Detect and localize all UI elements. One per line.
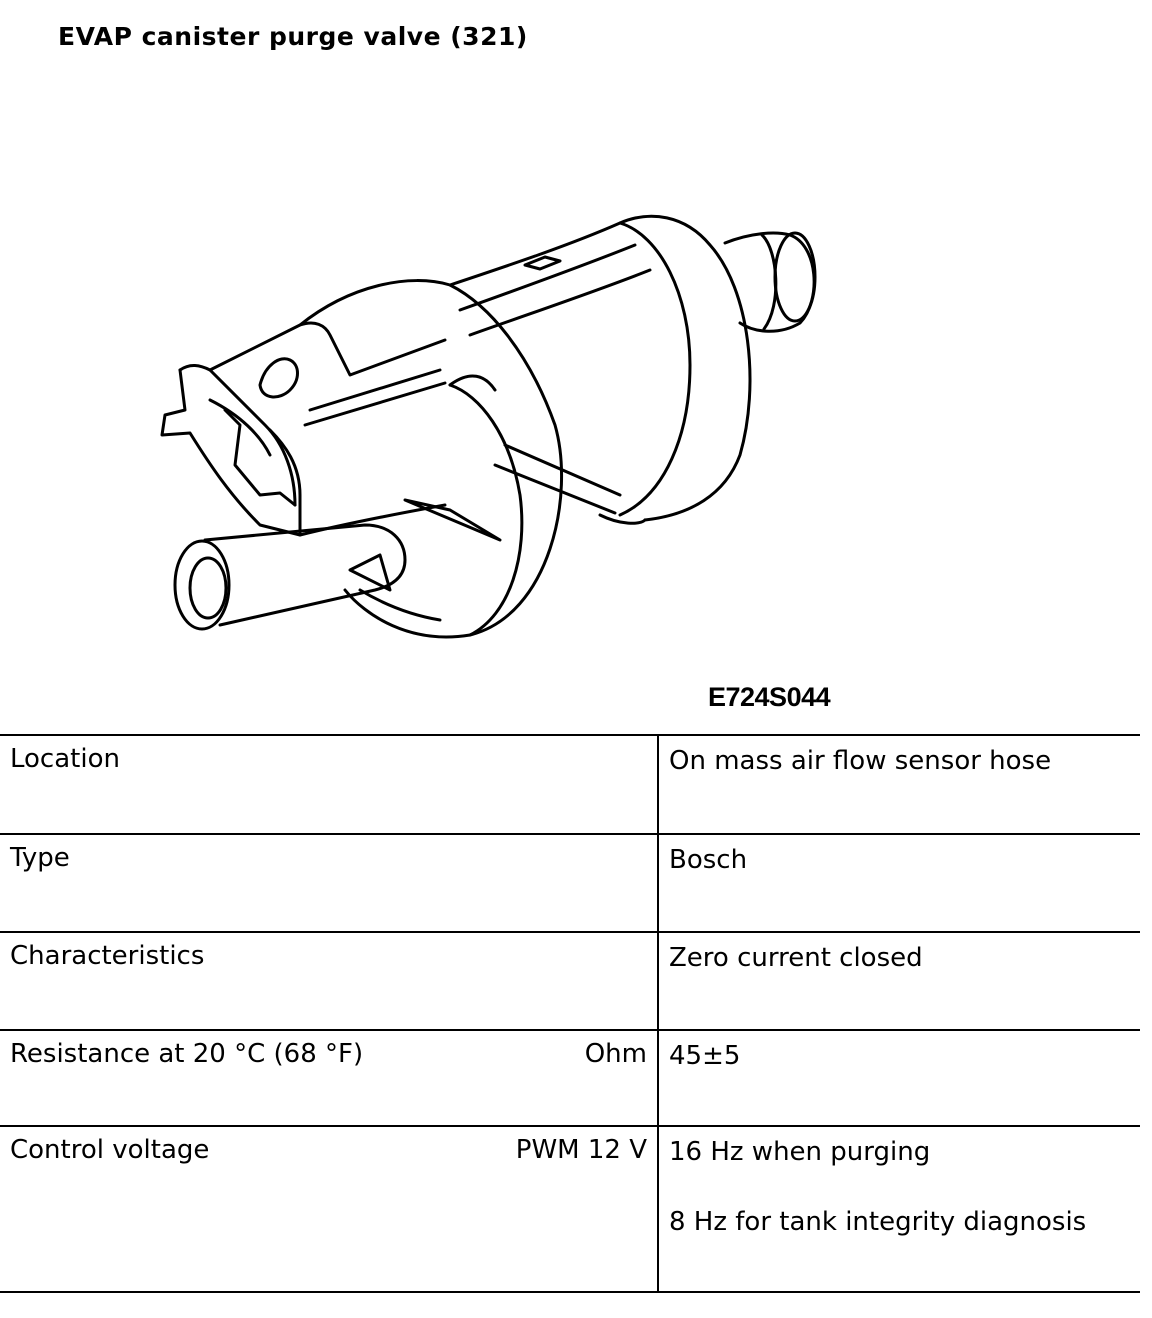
spec-label: Location xyxy=(10,744,120,774)
spec-value: 8 Hz for tank integrity diagnosis xyxy=(669,1207,1087,1237)
purge-valve-illustration xyxy=(150,195,850,665)
spec-label-cell xyxy=(0,735,658,834)
spec-row-location xyxy=(0,735,1140,834)
spec-unit: Ohm xyxy=(584,1039,647,1069)
spec-row-resistance xyxy=(0,1030,1140,1126)
spec-value-cell xyxy=(658,932,1140,1030)
spec-value: Bosch xyxy=(669,845,748,875)
spec-unit: PWM 12 V xyxy=(515,1135,647,1165)
spec-label-cell xyxy=(0,1030,658,1126)
spec-value-cell xyxy=(658,1126,1140,1292)
page-title: EVAP canister purge valve (321) xyxy=(58,22,528,51)
spec-label: Type xyxy=(10,843,70,873)
spec-value-cell xyxy=(658,834,1140,932)
spec-value-cell xyxy=(658,735,1140,834)
figure-code: E724S044 xyxy=(708,682,831,712)
spec-label: Resistance at 20 °C (68 °F) xyxy=(10,1039,364,1069)
spec-value-cell xyxy=(658,1030,1140,1126)
spec-label-cell xyxy=(0,932,658,1030)
spec-value: Zero current closed xyxy=(669,943,923,973)
spec-table xyxy=(0,734,1140,1293)
spec-row-type xyxy=(0,834,1140,932)
spec-value: On mass air flow sensor hose xyxy=(669,746,1052,776)
spec-row-characteristics xyxy=(0,932,1140,1030)
spec-label: Characteristics xyxy=(10,941,205,971)
spec-row-control-voltage xyxy=(0,1126,1140,1292)
spec-label-cell xyxy=(0,1126,658,1292)
spec-value: 45±5 xyxy=(669,1041,741,1071)
spec-value: 16 Hz when purging xyxy=(669,1137,931,1167)
spec-label-cell xyxy=(0,834,658,932)
spec-label: Control voltage xyxy=(10,1135,210,1165)
